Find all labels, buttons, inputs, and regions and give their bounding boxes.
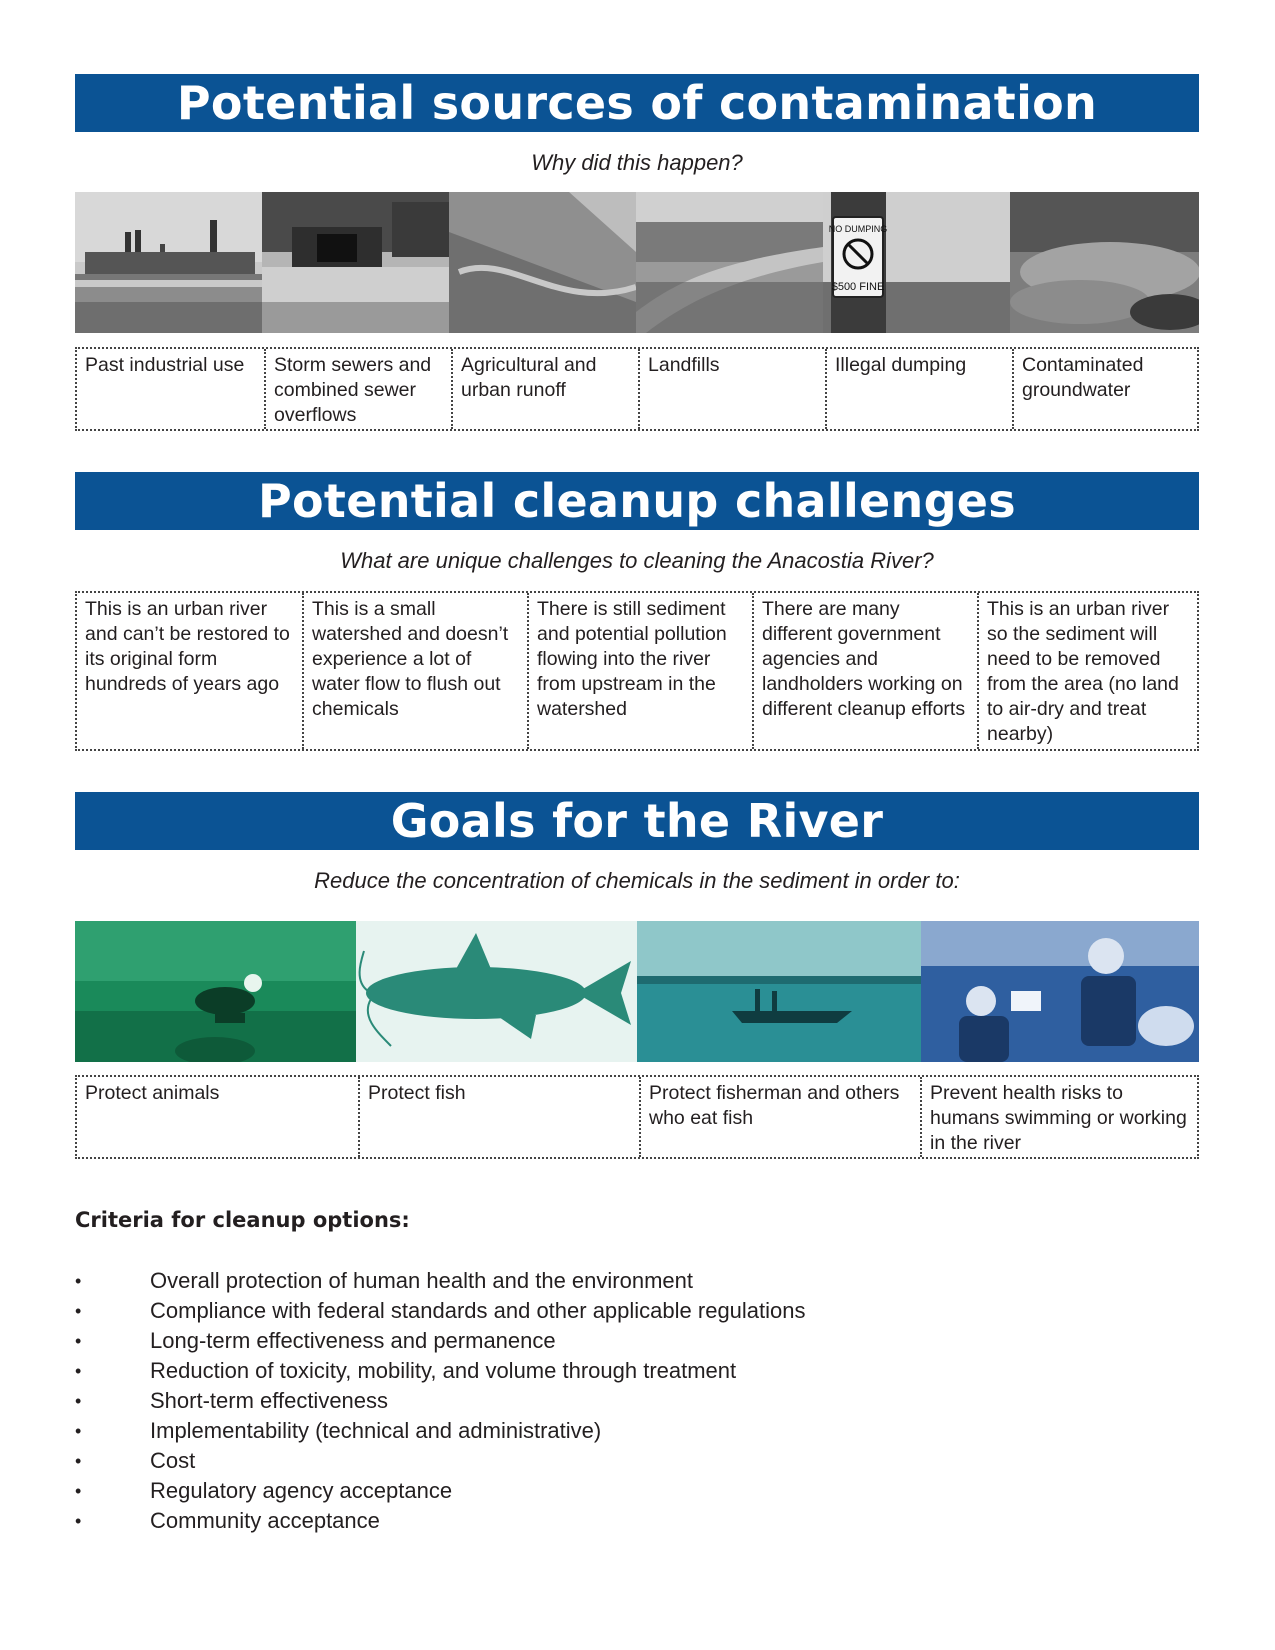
criteria-item (75, 1296, 806, 1326)
challenge-urban-river: This is an urban river and can’t be restored to its original form hundreds of years ago (85, 598, 290, 695)
landfill-photo (636, 192, 823, 333)
criteria-title: Criteria for cleanup options: (75, 1208, 410, 1232)
challenges-labels (75, 591, 1199, 751)
bullet: • (75, 1451, 82, 1471)
source-label-illegal-dumping: Illegal dumping (825, 349, 1012, 429)
challenge-many-agencies: There are many different government agencies and landholders working on different cleanup efforts (752, 593, 977, 749)
storm-sewer-photo (262, 192, 449, 333)
criteria-item (75, 1416, 806, 1446)
bullet: • (75, 1421, 82, 1441)
bullet: • (75, 1511, 82, 1531)
criteria-item (75, 1266, 806, 1296)
criteria-text: Implementability (technical and administrative) (150, 1418, 602, 1443)
illegal-dumping-photo (823, 192, 1010, 333)
goal-protect-animals: Protect animals (85, 1082, 220, 1104)
challenges-banner: Potential cleanup challenges (75, 472, 1199, 530)
criteria-text: Cost (150, 1448, 196, 1473)
bullet: • (75, 1331, 82, 1351)
source-label-groundwater: Contaminated groundwater (1012, 349, 1197, 429)
source-label-landfills: Landfills (638, 349, 825, 429)
criteria-list (75, 1266, 806, 1536)
challenge-small-watershed: This is a small watershed and doesn’t experience a lot of water flow to flush out chemicals (302, 593, 527, 749)
criteria-item (75, 1506, 806, 1536)
criteria-item (75, 1326, 806, 1356)
eagle-photo (75, 921, 356, 1062)
sources-subtitle: Why did this happen? (531, 150, 743, 175)
source-label-industrial: Past industrial use (85, 354, 245, 376)
industrial-photo (75, 192, 262, 333)
challenge-upstream-sediment: There is still sediment and potential pollution flowing into the river from upstream in the watershed (527, 593, 752, 749)
runoff-photo (449, 192, 636, 333)
goal-protect-fisherman: Protect fisherman and others who eat fish (639, 1077, 920, 1157)
source-label-storm-sewers: Storm sewers and combined sewer overflows (264, 349, 451, 429)
goals-labels (75, 1075, 1199, 1159)
goals-photo-strip (75, 921, 1199, 1062)
source-label-runoff: Agricultural and urban runoff (451, 349, 638, 429)
goals-subtitle: Reduce the concentration of chemicals in the sediment in order to: (314, 868, 960, 893)
criteria-text: Compliance with federal standards and other applicable regulations (150, 1298, 806, 1323)
criteria-text: Community acceptance (150, 1508, 380, 1533)
bullet: • (75, 1391, 82, 1411)
sign-text-top: NO DUMPING (828, 224, 888, 234)
sources-photo-strip (75, 192, 1199, 333)
criteria-item (75, 1446, 806, 1476)
sources-labels (75, 347, 1199, 431)
catfish-photo (356, 921, 637, 1062)
goals-banner: Goals for the River (75, 792, 1199, 850)
criteria-text: Overall protection of human health and the environment (150, 1268, 693, 1293)
bullet: • (75, 1271, 82, 1291)
criteria-item (75, 1476, 806, 1506)
bullet: • (75, 1481, 82, 1501)
challenges-subtitle: What are unique challenges to cleaning the Anacostia River? (340, 548, 934, 573)
criteria-text: Long-term effectiveness and permanence (150, 1328, 556, 1353)
sign-text-bottom: $500 FINE (831, 281, 885, 293)
workers-photo (921, 921, 1199, 1062)
criteria-text: Short-term effectiveness (150, 1388, 389, 1413)
challenge-sediment-removal: This is an urban river so the sediment will need to be removed from the area (no land to air-dry and treat nearby) (977, 593, 1197, 749)
bullet: • (75, 1301, 82, 1321)
criteria-text: Reduction of toxicity, mobility, and volume through treatment (150, 1358, 737, 1383)
goal-prevent-health-risks: Prevent health risks to humans swimming or working in the river (920, 1077, 1197, 1157)
criteria-text: Regulatory agency acceptance (150, 1478, 453, 1503)
fishing-boat-photo (637, 921, 921, 1062)
groundwater-photo (1010, 192, 1199, 333)
goal-protect-fish: Protect fish (358, 1077, 639, 1157)
bullet: • (75, 1361, 82, 1381)
sources-banner: Potential sources of contamination (75, 74, 1199, 132)
criteria-item (75, 1386, 806, 1416)
criteria-item (75, 1356, 806, 1386)
